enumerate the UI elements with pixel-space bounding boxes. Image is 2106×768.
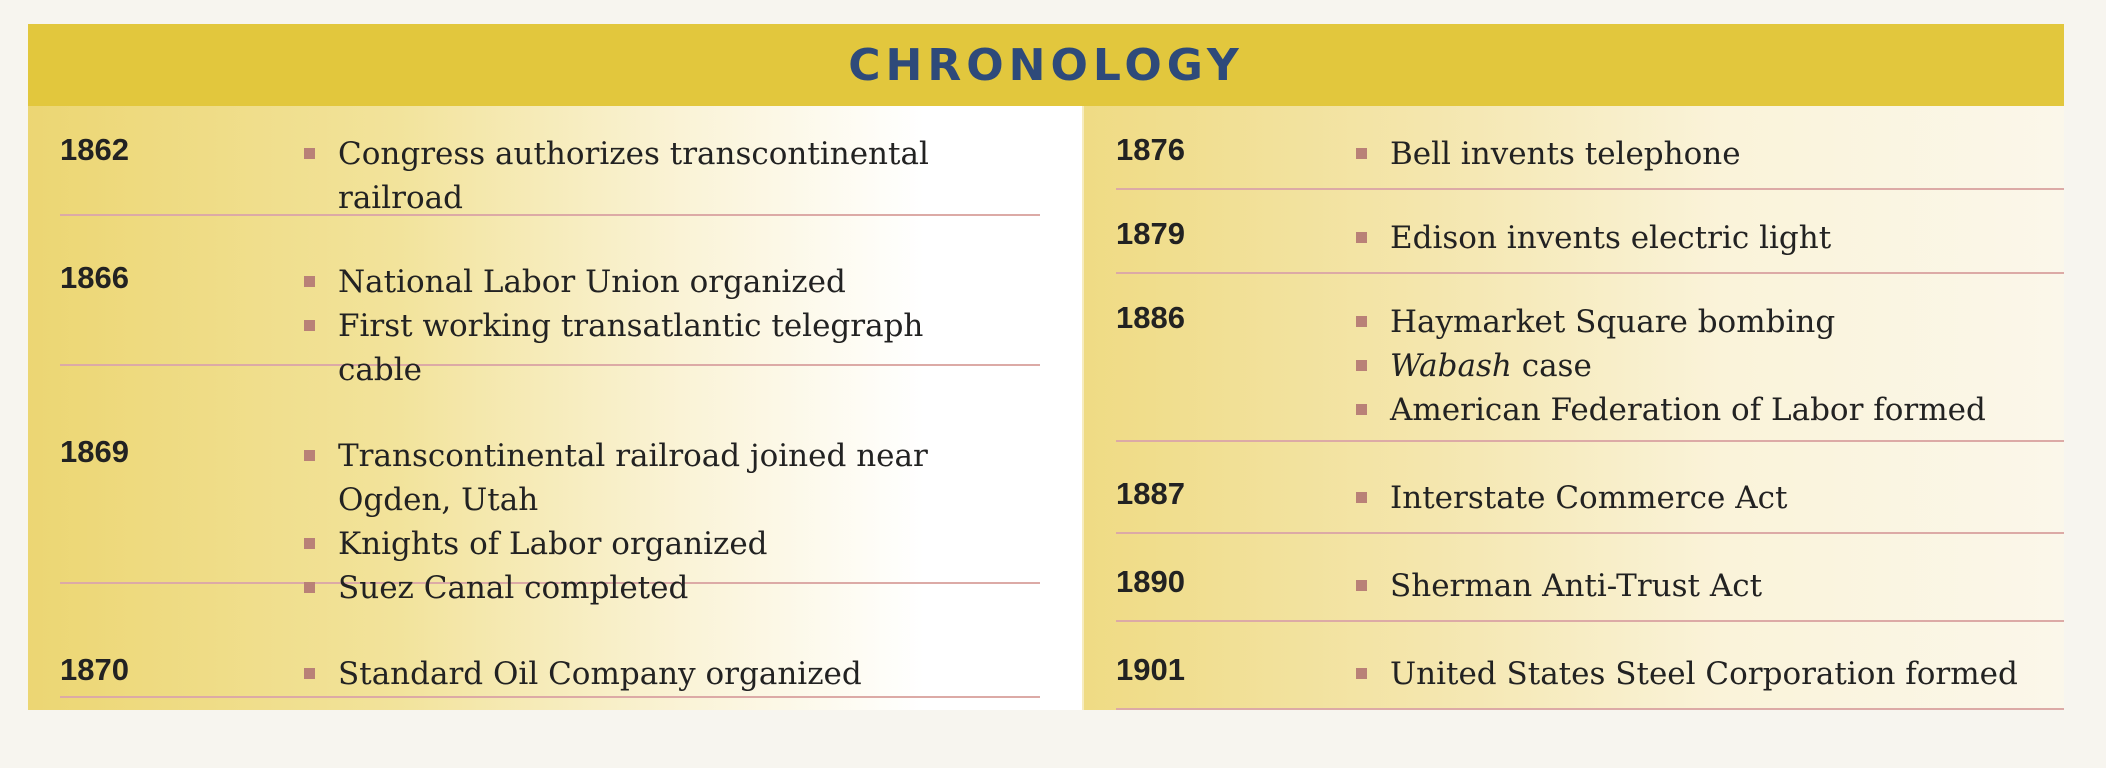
chronology-title: CHRONOLOGY: [848, 39, 1244, 91]
item-text: Haymarket Square bombing: [1390, 304, 1836, 340]
entry-items: [304, 132, 944, 220]
item-text-italic: Wabash: [1390, 348, 1512, 384]
entry-items: [304, 260, 944, 392]
entry-year: 1876: [1116, 132, 1185, 167]
entry-year: 1862: [60, 132, 129, 167]
bullet-icon: [1356, 404, 1367, 415]
list-item: [1356, 344, 2056, 388]
entry-items: [1356, 216, 2056, 260]
bullet-icon: [304, 538, 315, 549]
list-item: [1356, 300, 2056, 344]
chronology-header: [28, 24, 2064, 106]
list-item: [304, 304, 944, 392]
bullet-icon: [304, 450, 315, 461]
entry-year: 1901: [1116, 652, 1185, 687]
item-text: Suez Canal completed: [338, 570, 689, 606]
list-item: [304, 652, 964, 696]
item-text: Congress authorizes transcontinental railroad: [338, 136, 929, 216]
entry-1886: [1116, 300, 2064, 442]
entry-year: 1890: [1116, 564, 1185, 599]
entry-1879: [1116, 216, 2064, 274]
bullet-icon: [1356, 580, 1367, 591]
entry-1870: [60, 652, 1040, 698]
entry-year: 1879: [1116, 216, 1185, 251]
list-item: [304, 566, 944, 610]
entry-year: 1886: [1116, 300, 1185, 335]
right-column: [1084, 106, 2064, 710]
item-text: United States Steel Corporation formed: [1390, 656, 2018, 692]
entry-year: 1866: [60, 260, 129, 295]
bullet-icon: [1356, 232, 1367, 243]
list-item: [1356, 216, 2056, 260]
entry-items: [1356, 300, 2056, 432]
list-item: [304, 132, 944, 220]
bullet-icon: [1356, 360, 1367, 371]
bullet-icon: [1356, 668, 1367, 679]
entry-items: [304, 652, 964, 696]
bullet-icon: [304, 276, 315, 287]
item-text: Knights of Labor organized: [338, 526, 768, 562]
item-text: Transcontinental railroad joined near Ogden, Utah: [338, 438, 928, 518]
entry-year: 1869: [60, 434, 129, 469]
entry-1901: [1116, 652, 2064, 710]
entry-1862: [60, 132, 1040, 216]
list-item: [1356, 652, 2062, 696]
entry-items: [1356, 476, 2056, 520]
item-text: Edison invents electric light: [1390, 220, 1832, 256]
item-text: Bell invents telephone: [1390, 136, 1741, 172]
item-text: case: [1511, 348, 1592, 384]
entry-1887: [1116, 476, 2064, 534]
entry-items: [1356, 564, 2056, 608]
item-text: Standard Oil Company organized: [338, 656, 862, 692]
bullet-icon: [304, 668, 315, 679]
item-text: American Federation of Labor formed: [1390, 392, 1986, 428]
item-text: Interstate Commerce Act: [1390, 480, 1788, 516]
bullet-icon: [304, 320, 315, 331]
item-text: Sherman Anti-Trust Act: [1390, 568, 1763, 604]
list-item: [1356, 564, 2056, 608]
list-item: [1356, 476, 2056, 520]
list-item: [304, 522, 944, 566]
entry-1876: [1116, 132, 2064, 190]
item-text: National Labor Union organized: [338, 264, 846, 300]
left-column: [28, 106, 1082, 710]
list-item: [304, 434, 944, 522]
entry-items: [304, 434, 944, 610]
bullet-icon: [1356, 492, 1367, 503]
entry-1866: [60, 260, 1040, 388]
bullet-icon: [1356, 148, 1367, 159]
list-item: [1356, 388, 2056, 432]
entry-1890: [1116, 564, 2064, 622]
entry-items: [1356, 132, 2056, 176]
entry-year: 1870: [60, 652, 129, 687]
entry-1869: [60, 434, 1040, 606]
entry-year: 1887: [1116, 476, 1185, 511]
bullet-icon: [304, 148, 315, 159]
list-item: [304, 260, 944, 304]
item-text: First working transatlantic telegraph cable: [338, 308, 924, 388]
bullet-icon: [1356, 316, 1367, 327]
list-item: [1356, 132, 2056, 176]
entry-items: [1356, 652, 2062, 696]
bullet-icon: [304, 582, 315, 593]
